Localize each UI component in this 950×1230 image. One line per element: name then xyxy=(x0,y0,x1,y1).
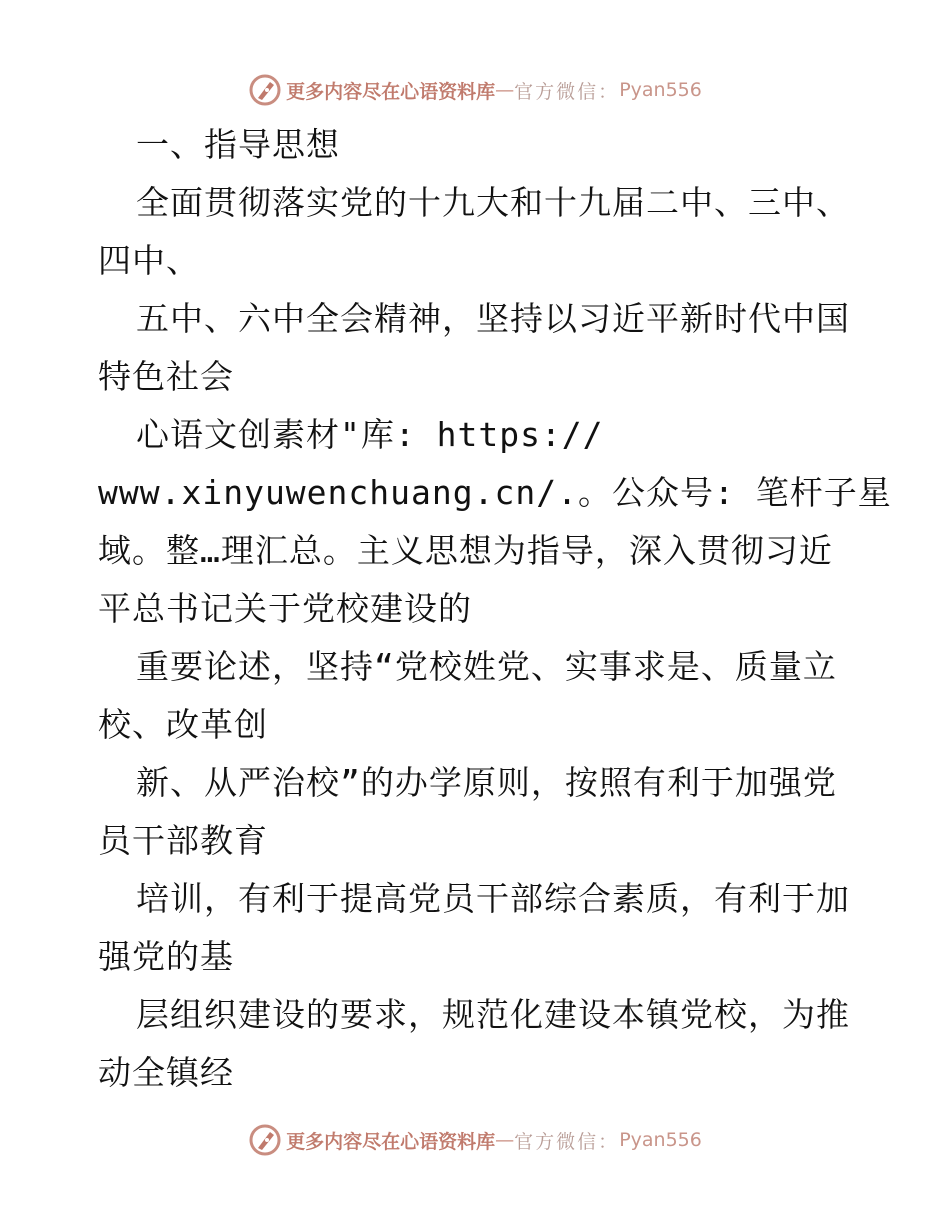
paragraph-line: 层组织建设的要求，规范化建设本镇党校，为推 xyxy=(136,995,850,1034)
banner-wechat-label: 官方微信： xyxy=(514,80,620,103)
paragraph-line: 五中、六中全会精神，坚持以习近平新时代中国 xyxy=(136,299,850,338)
paragraph-line: 校、改革创 xyxy=(98,705,268,744)
pen-nib-icon xyxy=(248,1123,282,1157)
banner-site-text: 更多内容尽在心语资料库 xyxy=(286,80,496,103)
banner-wechat-label: 官方微信： xyxy=(514,1130,620,1153)
paragraph-line: 域。整…理汇总。主义思想为指导，深入贯彻习近 xyxy=(98,531,833,570)
paragraph-line: 动全镇经 xyxy=(98,1053,234,1092)
paragraph-line: 全面贯彻落实党的十九大和十九届二中、三中、 xyxy=(136,183,850,222)
paragraph-line: 特色社会 xyxy=(98,357,234,396)
paragraph-line: 员干部教育 xyxy=(98,821,268,860)
footer-watermark-banner xyxy=(0,1120,950,1160)
banner-wechat-id: Pyan556 xyxy=(619,79,702,101)
banner-site-text: 更多内容尽在心语资料库 xyxy=(286,1130,496,1153)
banner-dash: — xyxy=(495,79,515,101)
paragraph-line: 平总书记关于党校建设的 xyxy=(98,589,472,628)
document-body xyxy=(98,116,892,1102)
paragraph-line: 强党的基 xyxy=(98,937,234,976)
banner-dash: — xyxy=(495,1129,515,1151)
banner-wechat-id: Pyan556 xyxy=(619,1129,702,1151)
paragraph-line: 四中、 xyxy=(98,241,200,280)
paragraph-line: www.xinyuwenchuang.cn/.。公众号: 笔杆子星 xyxy=(98,473,892,512)
pen-nib-icon xyxy=(248,73,282,107)
section-heading: 一、指导思想 xyxy=(136,125,340,164)
header-watermark-banner xyxy=(0,70,950,110)
paragraph-line: 重要论述，坚持“党校姓党、实事求是、质量立 xyxy=(136,647,837,686)
paragraph-line: 心语文创素材"库: https:// xyxy=(136,415,604,454)
paragraph-line: 培训，有利于提高党员干部综合素质，有利于加 xyxy=(136,879,850,918)
paragraph-line: 新、从严治校”的办学原则，按照有利于加强党 xyxy=(136,763,837,802)
